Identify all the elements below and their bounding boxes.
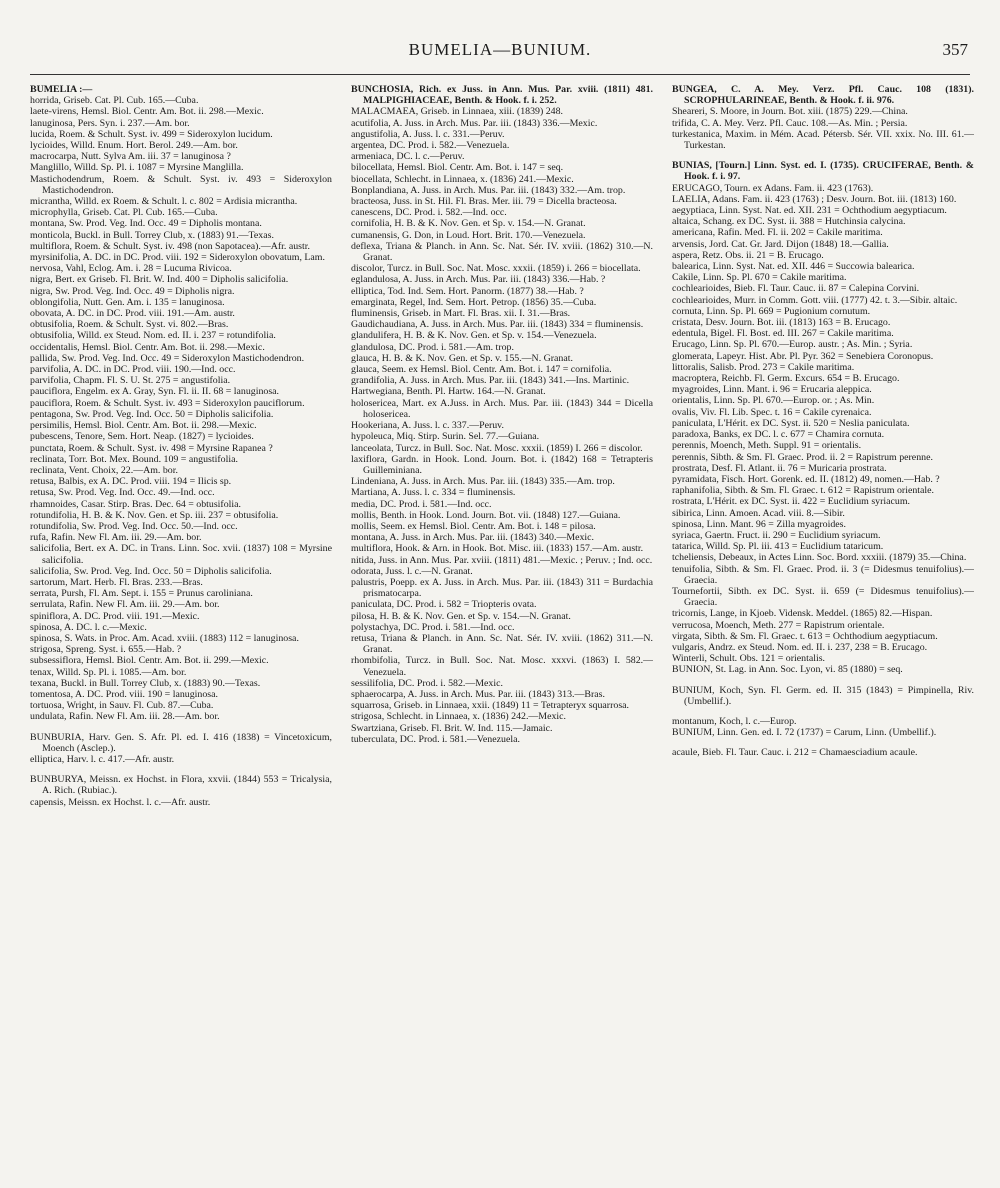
index-entry: Erucago, Linn. Sp. Pl. 670.—Europ. austr. ; As. Min. ; Syria. [672, 339, 913, 351]
entry-columns [30, 84, 974, 1180]
index-entry: Hartwegiana, Benth. Pl. Hartw. 164.—N. Granat. [351, 386, 546, 398]
index-entry: spinosa, S. Wats. in Proc. Am. Acad. xviii. (1883) 112 = lanuginosa. [30, 632, 299, 644]
index-entry: elliptica, Harv. l. c. 417.—Afr. austr. [30, 753, 175, 765]
index-entry: retusa, Triana & Planch. in Ann. Sc. Nat. Sér. IV. xviii. (1862) 311.—N. Granat. [351, 632, 653, 656]
index-entry: paniculata, DC. Prod. i. 582 = Triopteris ovata. [351, 599, 537, 611]
index-entry: tomentosa, A. DC. Prod. viii. 190 = lanuginosa. [30, 688, 218, 700]
index-entry: Swartziana, Griseb. Fl. Brit. W. Ind. 115.—Jamaic. [351, 722, 553, 734]
index-entry: rhombifolia, Turcz. in Bull. Soc. Nat. Mosc. xxxvi. (1863) I. 582.—Venezuela. [351, 655, 653, 678]
running-title: BUMELIA—BUNIUM. [408, 40, 592, 59]
index-entry: sessilifolia, DC. Prod. i. 582.—Mexic. [351, 677, 503, 689]
index-entry: parvifolia, Chapm. Fl. S. U. St. 275 = angustifolia. [30, 375, 231, 387]
index-entry: pilosa, H. B. & K. Nov. Gen. et Sp. v. 154.—N. Granat. [351, 610, 571, 622]
index-entry: reclinata, Vent. Choix, 22.—Am. bor. [30, 464, 178, 476]
index-entry: Gaudichaudiana, A. Juss. in Arch. Mus. Par. iii. (1843) 334 = fluminensis. [351, 319, 644, 331]
column-1 [30, 84, 332, 1180]
index-entry: pyramidata, Fisch. Hort. Gorenk. ed. II. (1812) 49, nomen.—Hab. ? [672, 473, 940, 485]
index-entry: emarginata, Regel, Ind. Sem. Hort. Petrop. (1856) 35.—Cuba. [351, 296, 597, 308]
index-entry: BUNIAS, [Tourn.] Linn. Syst. ed. I. (1735). CRUCIFERAE, Benth. & Hook. f. i. 97. [672, 160, 974, 183]
index-entry: oblongifolia, Nutt. Gen. Am. i. 135 = lanuginosa. [30, 296, 225, 308]
index-entry: fluminensis, Griseb. in Mart. Fl. Bras. xii. I. 31.—Bras. [351, 308, 571, 320]
index-entry: ovalis, Viv. Fl. Lib. Spec. t. 16 = Cakile cyrenaica. [672, 406, 872, 418]
index-entry: MALACMAEA, Griseb. in Linnaea, xiii. (1839) 248. [351, 106, 564, 118]
index-entry: strigosa, Schlecht. in Linnaea, x. (1836) 242.—Mexic. [351, 711, 567, 723]
index-entry: mollis, Seem. ex Hemsl. Biol. Centr. Am. Bot. i. 148 = pilosa. [351, 520, 596, 532]
index-entry: obtusifolia, Roem. & Schult. Syst. vi. 802.—Bras. [30, 319, 229, 331]
index-entry: macrocarpa, Nutt. Sylva Am. iii. 37 = lanuginosa ? [30, 151, 231, 163]
index-entry: littoralis, Salisb. Prod. 273 = Cakile maritima. [672, 361, 855, 373]
index-entry: texana, Buckl. in Bull. Torrey Club, x. (1883) 90.—Texas. [30, 677, 261, 689]
index-entry: rostrata, L'Hérit. ex DC. Syst. ii. 422 = Euclidium syriacum. [672, 496, 911, 508]
index-entry: LAELIA, Adans. Fam. ii. 423 (1763) ; Desv. Journ. Bot. iii. (1813) 160. [672, 193, 957, 205]
index-entry: arvensis, Jord. Cat. Gr. Jard. Dijon (1848) 18.—Gallia. [672, 238, 889, 250]
index-entry: nigra, Bert. ex Griseb. Fl. Brit. W. Ind. 400 = Dipholis salicifolia. [30, 274, 289, 286]
index-entry: capensis, Meissn. ex Hochst. l. c.—Afr. austr. [30, 796, 211, 808]
index-entry: grandifolia, A. Juss. in Arch. Mus. Par. iii. (1843) 341.—Ins. Martinic. [351, 375, 630, 387]
index-entry: orientalis, Linn. Sp. Pl. 670.—Europ. or. ; As. Min. [672, 395, 875, 407]
index-entry: tenuifolia, Sibth. & Sm. Fl. Graec. Prod. ii. 3 (= Didesmus tenuifolius).—Graecia. [672, 563, 974, 586]
index-entry: spiniflora, A. DC. Prod. viii. 191.—Mexic. [30, 610, 200, 622]
index-entry: aegyptiaca, Linn. Syst. Nat. ed. XII. 231 = Ochthodium aegyptiacum. [672, 205, 947, 217]
index-entry: perennis, Moench, Meth. Suppl. 91 = orientalis. [672, 440, 862, 452]
index-entry: BUNIUM, Koch, Syn. Fl. Germ. ed. II. 315 (1843) = Pimpinella, Riv. (Umbellif.). [672, 684, 974, 707]
index-entry: nigra, Sw. Prod. Veg. Ind. Occ. 49 = Dipholis nigra. [30, 285, 235, 297]
index-entry: undulata, Rafin. New Fl. Am. iii. 28.—Am. bor. [30, 711, 220, 723]
index-entry: Bonplandiana, A. Juss. in Arch. Mus. Par. iii. (1843) 332.—Am. trop. [351, 184, 626, 196]
index-entry: tricornis, Lange, in Kjoeb. Vidensk. Meddel. (1865) 82.—Hispan. [672, 608, 933, 620]
index-entry: biocellata, Schlecht. in Linnaea, x. (1836) 241.—Mexic. [351, 173, 574, 185]
index-entry: lucida, Roem. & Schult. Syst. iv. 499 = Sideroxylon lucidum. [30, 128, 273, 140]
index-entry: laxiflora, Gardn. in Hook. Lond. Journ. Bot. i. (1842) 168 = Tetrapteris Guilleminiana. [351, 453, 653, 476]
index-entry: hypoleuca, Miq. Stirp. Surin. Sel. 77.—Guiana. [351, 431, 540, 443]
index-entry: persimilis, Hemsl. Biol. Centr. Am. Bot. ii. 298.—Mexic. [30, 420, 257, 432]
index-entry: BUNBURYA, Meissn. ex Hochst. in Flora, xxvii. (1844) 553 = Tricalysia, A. Rich. (Rubiac.). [30, 774, 332, 797]
index-entry: Tournefortii, Sibth. ex DC. Syst. ii. 659 (= Didesmus tenuifolius).—Graecia. [672, 585, 974, 609]
index-entry: occidentalis, Hemsl. Biol. Centr. Am. Bot. ii. 298.—Mexic. [30, 341, 265, 353]
index-entry: spinosa, A. DC. l. c.—Mexic. [30, 621, 147, 633]
index-entry: parvifolia, A. DC. in DC. Prod. viii. 190.—Ind. occ. [30, 364, 236, 376]
index-entry: edentula, Bigel. Fl. Bost. ed. III. 267 = Cakile maritima. [672, 328, 894, 340]
index-entry: myagroides, Linn. Mant. i. 96 = Erucaria aleppica. [672, 384, 872, 396]
index-entry: vulgaris, Andrz. ex Steud. Nom. ed. II. i. 237, 238 = B. Erucago. [672, 641, 928, 653]
index-entry: multiflora, Roem. & Schult. Syst. iv. 498 (non Sapotacea).—Afr. austr. [30, 240, 310, 252]
index-entry: macroptera, Reichb. Fl. Germ. Excurs. 654 = B. Erucago. [672, 373, 900, 385]
index-entry: cochlearioides, Murr. in Comm. Gott. viii. (1777) 42. t. 3.—Sibir. altaic. [672, 294, 958, 306]
header-rule [30, 74, 970, 75]
index-entry: glandulosa, DC. Prod. i. 581.—Am. trop. [351, 341, 514, 353]
index-entry: rotundifolia, H. B. & K. Nov. Gen. et Sp. iii. 237 = obtusifolia. [30, 509, 279, 521]
index-entry: canescens, DC. Prod. i. 582.—Ind. occ. [351, 207, 507, 219]
index-entry: serrata, Pursh, Fl. Am. Sept. i. 155 = Prunus caroliniana. [30, 588, 253, 600]
index-entry: BUNBURIA, Harv. Gen. S. Afr. Pl. ed. I. 416 (1838) = Vincetoxicum, Moench (Asclep.). [30, 731, 332, 754]
index-entry: Hookeriana, A. Juss. l. c. 337.—Peruv. [351, 420, 504, 432]
index-entry: BUNION, St. Lag. in Ann. Soc. Lyon, vi. 85 (1880) = seq. [672, 664, 903, 676]
index-entry: altaica, Schang. ex DC. Syst. ii. 388 = Hutchinsia calycina. [672, 216, 906, 228]
index-entry: perennis, Sibth. & Sm. Fl. Graec. Prod. ii. 2 = Rapistrum perenne. [672, 451, 933, 463]
index-entry: tcheliensis, Debeaux, in Actes Linn. Soc. Bord. xxxiii. (1879) 35.—China. [672, 552, 967, 564]
index-entry: Martiana, A. Juss. l. c. 334 = fluminensis. [351, 487, 516, 499]
index-entry: strigosa, Spreng. Syst. i. 655.—Hab. ? [30, 644, 182, 656]
index-entry: deflexa, Triana & Planch. in Ann. Sc. Nat. Sér. IV. xviii. (1862) 310.—N. Granat. [351, 240, 653, 264]
index-entry: lycioides, Willd. Enum. Hort. Berol. 249.—Am. bor. [30, 140, 238, 152]
index-entry: Winterli, Schult. Obs. 121 = orientalis. [672, 653, 826, 665]
column-3 [672, 84, 974, 1180]
index-entry: reclinata, Torr. Bot. Mex. Bound. 109 = angustifolia. [30, 453, 238, 465]
page-number: 357 [942, 40, 968, 59]
index-entry: retusa, Balbis, ex A. DC. Prod. viii. 194 = Ilicis sp. [30, 476, 232, 488]
index-entry: micrantha, Willd. ex Roem. & Schult. l. c. 802 = Ardisia micrantha. [30, 196, 298, 208]
index-entry: Lindeniana, A. Juss. in Arch. Mus. Par. iii. (1843) 335.—Am. trop. [351, 476, 615, 488]
index-entry: glandulifera, H. B. & K. Nov. Gen. et Sp. v. 154.—Venezuela. [351, 330, 597, 342]
index-entry: pallida, Sw. Prod. Veg. Ind. Occ. 49 = Sideroxylon Mastichodendron. [30, 352, 305, 364]
index-entry: BUNIUM, Linn. Gen. ed. I. 72 (1737) = Carum, Linn. (Umbellif.). [672, 727, 937, 739]
index-entry: BUNGEA, C. A. Mey. Verz. Pfl. Cauc. 108 (1831). SCROPHULARINEAE, Benth. & Hook. f. ii. 976. [672, 84, 974, 107]
index-entry: montanum, Koch, l. c.—Europ. [672, 715, 797, 727]
index-entry: obtusifolia, Willd. ex Steud. Nom. ed. II. i. 237 = rotundifolia. [30, 330, 276, 342]
column-2 [351, 84, 653, 1180]
index-entry: spinosa, Linn. Mant. 96 = Zilla myagroides. [672, 518, 846, 530]
index-entry: acutifolia, A. Juss. in Arch. Mus. Par. iii. (1843) 336.—Mexic. [351, 117, 598, 129]
index-entry: prostrata, Desf. Fl. Atlant. ii. 76 = Muricaria prostrata. [672, 462, 887, 474]
index-entry: cristata, Desv. Journ. Bot. iii. (1813) 163 = B. Erucago. [672, 317, 891, 329]
index-entry: Mastichodendrum, Roem. & Schult. Syst. iv. 493 = Sideroxylon Mastichodendron. [30, 173, 332, 196]
index-entry: odorata, Juss. l. c.—N. Granat. [351, 565, 473, 577]
index-entry: aspera, Retz. Obs. ii. 21 = B. Erucago. [672, 249, 824, 261]
index-entry: media, DC. Prod. i. 581.—Ind. occ. [351, 498, 492, 510]
index-entry: turkestanica, Maxim. in Mém. Acad. Pétersb. Sér. VII. xxix. No. III. 61.—Turkestan. [672, 128, 974, 152]
index-entry: BUNCHOSIA, Rich. ex Juss. in Ann. Mus. Par. xviii. (1811) 481. MALPIGHIACEAE, Benth. & Hook. f. i. 252. [351, 84, 653, 107]
index-entry: verrucosa, Moench, Meth. 277 = Rapistrum orientale. [672, 619, 885, 631]
index-entry: sphaerocarpa, A. Juss. in Arch. Mus. Par. iii. (1843) 313.—Bras. [351, 688, 605, 700]
index-entry: lanceolata, Turcz. in Bull. Soc. Nat. Mosc. xxxii. (1859) I. 266 = discolor. [351, 442, 643, 454]
index-entry: tatarica, Willd. Sp. Pl. iii. 413 = Euclidium tataricum. [672, 541, 884, 553]
index-entry: microphylla, Griseb. Cat. Pl. Cub. 165.—Cuba. [30, 207, 218, 219]
index-entry: eglandulosa, A. Juss. in Arch. Mus. Par. iii. (1843) 336.—Hab. ? [351, 274, 606, 286]
index-entry: rotundifolia, Sw. Prod. Veg. Ind. Occ. 50.—Ind. occ. [30, 520, 238, 532]
index-entry: glauca, H. B. & K. Nov. Gen. et Sp. v. 155.—N. Granat. [351, 352, 573, 364]
index-entry: ERUCAGO, Tourn. ex Adans. Fam. ii. 423 (1763). [672, 182, 874, 194]
index-entry: squarrosa, Griseb. in Linnaea, xxii. (1849) 11 = Tetrapteryx squarrosa. [351, 700, 630, 712]
index-entry: lanuginosa, Pers. Syn. i. 237.—Am. bor. [30, 117, 190, 129]
index-entry: obovata, A. DC. in DC. Prod. viii. 191.—Am. austr. [30, 308, 235, 320]
index-entry: trifida, C. A. Mey. Verz. Pfl. Cauc. 108.—As. Min. ; Persia. [672, 117, 908, 129]
index-entry: virgata, Sibth. & Sm. Fl. Graec. t. 613 = Ochthodium aegyptiacum. [672, 630, 938, 642]
index-entry: punctata, Roem. & Schult. Syst. iv. 498 = Myrsine Rapanea ? [30, 442, 273, 454]
index-entry: polystachya, DC. Prod. i. 581.—Ind. occ. [351, 621, 515, 633]
index-entry: Sheareri, S. Moore, in Journ. Bot. xiii. (1875) 229.—China. [672, 106, 908, 118]
index-entry: tenax, Willd. Sp. Pl. i. 1085.—Am. bor. [30, 666, 187, 678]
index-entry: angustifolia, A. Juss. l. c. 331.—Peruv. [351, 128, 505, 140]
index-entry: armeniaca, DC. l. c.—Peruv. [351, 151, 465, 163]
index-entry: mollis, Benth. in Hook. Lond. Journ. Bot. vii. (1848) 127.—Guiana. [351, 509, 621, 521]
index-entry: Cakile, Linn. Sp. Pl. 670 = Cakile maritima. [672, 272, 847, 284]
index-entry: cornifolia, H. B. & K. Nov. Gen. et Sp. v. 154.—N. Granat. [351, 218, 586, 230]
index-entry: laete-virens, Hemsl. Biol. Centr. Am. Bot. ii. 298.—Mexic. [30, 106, 264, 118]
index-entry: BUMELIA :— [30, 84, 93, 95]
index-entry: pubescens, Tenore, Sem. Hort. Neap. (1827) = lycioides. [30, 431, 254, 443]
index-entry: myrsinifolia, A. DC. in DC. Prod. viii. 192 = Sideroxylon obovatum, Lam. [30, 252, 325, 264]
index-entry: glomerata, Lapeyr. Hist. Abr. Pl. Pyr. 362 = Senebiera Coronopus. [672, 350, 934, 362]
index-entry: paniculata, L'Hérit. ex DC. Syst. ii. 520 = Neslia paniculata. [672, 417, 910, 429]
index-entry: subsessiflora, Hemsl. Biol. Centr. Am. Bot. ii. 299.—Mexic. [30, 655, 269, 667]
index-entry: montana, A. Juss. in Arch. Mus. Par. iii. (1843) 340.—Mexic. [351, 532, 595, 544]
index-entry: retusa, Sw. Prod. Veg. Ind. Occ. 49.—Ind. occ. [30, 487, 215, 499]
index-entry: elliptica, Tod. Ind. Sem. Hort. Panorm. (1877) 38.—Hab. ? [351, 285, 584, 297]
index-entry: raphanifolia, Sibth. & Sm. Fl. Graec. t. 612 = Rapistrum orientale. [672, 485, 935, 497]
index-entry: holosericea, Mart. ex A.Juss. in Arch. Mus. Par. iii. (1843) 344 = Dicella holosericea. [351, 397, 653, 420]
index-entry: palustris, Poepp. ex A. Juss. in Arch. Mus. Par. iii. (1843) 311 = Burdachia prismatocarpa. [351, 576, 653, 600]
index-entry: bilocellata, Hemsl. Biol. Centr. Am. Bot. i. 147 = seq. [351, 162, 564, 174]
index-entry: argentea, DC. Prod. i. 582.—Venezuela. [351, 140, 510, 152]
index-entry: Manglillo, Willd. Sp. Pl. i. 1087 = Myrsine Manglilla. [30, 162, 244, 174]
index-entry: tuberculata, DC. Prod. i. 581.—Venezuela. [351, 733, 520, 745]
index-entry: multiflora, Hook. & Arn. in Hook. Bot. Misc. iii. (1833) 157.—Am. austr. [351, 543, 644, 555]
index-entry: acaule, Bieb. Fl. Taur. Cauc. i. 212 = Chamaesciadium acaule. [672, 747, 918, 759]
index-entry: balearica, Linn. Syst. Nat. ed. XII. 446 = Succowia balearica. [672, 261, 915, 273]
index-entry: syriaca, Gaertn. Fruct. ii. 290 = Euclidium syriacum. [672, 529, 881, 541]
index-entry: rufa, Rafin. New Fl. Am. iii. 29.—Am. bor. [30, 532, 202, 544]
index-entry: pauciflora, Roem. & Schult. Syst. iv. 493 = Sideroxylon pauciflorum. [30, 397, 305, 409]
index-entry: pauciflora, Engelm. ex A. Gray, Syn. Fl. ii. II. 68 = lanuginosa. [30, 386, 280, 398]
index-entry: sibirica, Linn. Amoen. Acad. viii. 8.—Sibir. [672, 507, 845, 519]
index-entry: rhamnoides, Casar. Stirp. Bras. Dec. 64 = obtusifolia. [30, 498, 241, 510]
index-entry: horrida, Griseb. Cat. Pl. Cub. 165.—Cuba. [30, 95, 199, 107]
index-entry: salicifolia, Sw. Prod. Veg. Ind. Occ. 50 = Dipholis salicifolia. [30, 565, 272, 577]
index-entry: salicifolia, Bert. ex A. DC. in Trans. Linn. Soc. xvii. (1837) 108 = Myrsine salicifolia. [30, 543, 332, 566]
index-entry: bracteosa, Juss. in St. Hil. Fl. Bras. Mer. iii. 79 = Dicella bracteosa. [351, 196, 617, 208]
index-entry: pentagona, Sw. Prod. Veg. Ind. Occ. 50 = Dipholis salicifolia. [30, 408, 274, 420]
index-entry: paradoxa, Banks, ex DC. l. c. 677 = Chamira cornuta. [672, 429, 885, 441]
index-entry: nervosa, Vahl, Eclog. Am. i. 28 = Lucuma Rivicoa. [30, 263, 232, 275]
index-entry: americana, Rafin. Med. Fl. ii. 202 = Cakile maritima. [672, 227, 883, 239]
index-entry: monticola, Buckl. in Bull. Torrey Club, x. (1883) 91.—Texas. [30, 229, 274, 241]
index-entry: glauca, Seem. ex Hemsl. Biol. Centr. Am. Bot. i. 147 = cornifolia. [351, 364, 612, 376]
index-entry: cornuta, Linn. Sp. Pl. 669 = Pugionium cornutum. [672, 305, 871, 317]
index-entry: nitida, Juss. in Ann. Mus. Par. xviii. (1811) 481.—Mexic. ; Peruv. ; Ind. occ. [351, 554, 653, 566]
index-entry: cochlearioides, Bieb. Fl. Taur. Cauc. ii. 87 = Calepina Corvini. [672, 283, 920, 295]
index-entry: discolor, Turcz. in Bull. Soc. Nat. Mosc. xxxii. (1859) i. 266 = biocellata. [351, 263, 641, 275]
index-entry: tortuosa, Wright, in Sauv. Fl. Cub. 87.—Cuba. [30, 700, 214, 712]
index-entry: sartorum, Mart. Herb. Fl. Bras. 233.—Bras. [30, 576, 203, 588]
index-entry: montana, Sw. Prod. Veg. Ind. Occ. 49 = Dipholis montana. [30, 218, 262, 230]
index-entry: cumanensis, G. Don, in Loud. Hort. Brit. 170.—Venezuela. [351, 229, 586, 241]
index-entry: serrulata, Rafin. New Fl. Am. iii. 29.—Am. bor. [30, 599, 220, 611]
